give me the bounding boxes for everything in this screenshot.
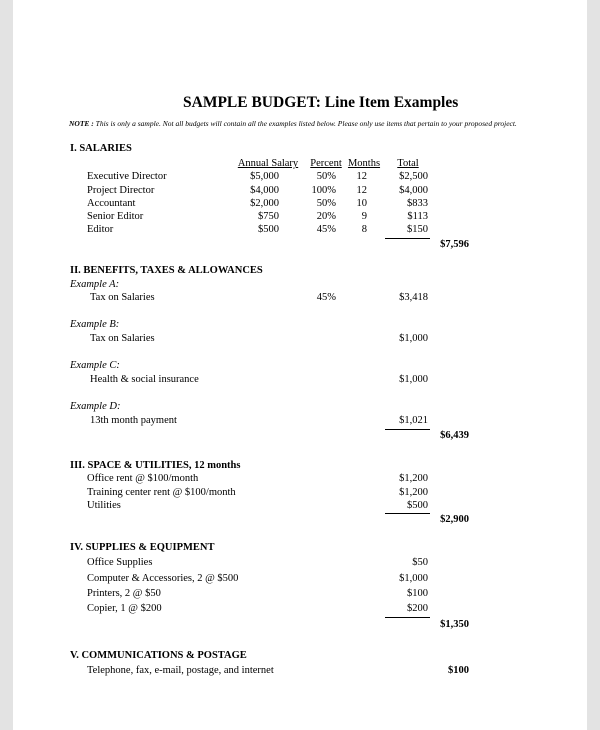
row-percent: 50% <box>316 198 336 209</box>
row-percent: 45% <box>316 224 336 235</box>
row-name: Telephone, fax, e-mail, postage, and internet <box>87 665 274 676</box>
row-name: Executive Director <box>87 171 167 182</box>
example-item: Tax on Salaries <box>90 292 155 303</box>
row-amount: $50 <box>412 557 428 568</box>
row-percent: 50% <box>316 171 336 182</box>
example-percent: 45% <box>316 292 336 303</box>
document-page <box>13 0 587 730</box>
row-annual: $2,000 <box>250 198 279 209</box>
column-header-percent: Percent <box>310 158 342 169</box>
row-annual: $4,000 <box>250 185 279 196</box>
row-name: Editor <box>87 224 114 235</box>
example-item: Tax on Salaries <box>90 333 155 344</box>
column-header-months: Months <box>347 158 381 169</box>
section-subtotal: $1,350 <box>440 619 469 630</box>
row-amount: $1,200 <box>399 487 428 498</box>
row-name: Office rent @ $100/month <box>87 473 199 484</box>
row-months: 12 <box>356 185 367 196</box>
example-label: Example A: <box>70 279 120 290</box>
example-label: Example C: <box>70 360 120 371</box>
row-name: Senior Editor <box>87 211 144 222</box>
note <box>69 120 517 128</box>
page-title: SAMPLE BUDGET: Line Item Examples <box>183 94 459 111</box>
row-name: Computer & Accessories, 2 @ $500 <box>87 573 239 584</box>
row-name: Copier, 1 @ $200 <box>87 603 162 614</box>
row-percent: 20% <box>316 211 336 222</box>
example-label: Example B: <box>70 319 120 330</box>
row-total: $833 <box>407 198 428 209</box>
row-name: Office Supplies <box>87 557 153 568</box>
row-months: 8 <box>361 224 367 235</box>
row-amount: $1,200 <box>399 473 428 484</box>
section-heading-salaries: I. SALARIES <box>70 143 132 154</box>
total-rule <box>385 617 430 618</box>
column-header-total: Total <box>397 158 419 169</box>
row-months: 12 <box>356 171 367 182</box>
section-subtotal: $7,596 <box>440 239 469 250</box>
example-amount: $3,418 <box>399 292 428 303</box>
example-item: Health & social insurance <box>90 374 199 385</box>
section-subtotal: $6,439 <box>440 430 469 441</box>
section-heading-space: III. SPACE & UTILITIES, 12 months <box>70 460 241 471</box>
row-total: $150 <box>407 224 428 235</box>
note-label: NOTE : <box>69 119 94 128</box>
row-annual: $500 <box>258 224 279 235</box>
row-amount: $1,000 <box>399 573 428 584</box>
section-heading-benefits: II. BENEFITS, TAXES & ALLOWANCES <box>70 265 263 276</box>
row-total: $4,000 <box>399 185 428 196</box>
example-label: Example D: <box>70 401 121 412</box>
row-name: Utilities <box>87 500 121 511</box>
row-name: Training center rent @ $100/month <box>87 487 236 498</box>
row-months: 10 <box>356 198 367 209</box>
row-name: Accountant <box>87 198 136 209</box>
note-text: This is only a sample. Not all budgets will contain all the examples listed below. Please only use items that pertain to your proposed project. <box>95 119 517 128</box>
row-amount: $100 <box>407 588 428 599</box>
row-name: Project Director <box>87 185 155 196</box>
column-header-annual-salary: Annual Salary <box>237 158 299 169</box>
total-rule <box>385 238 430 239</box>
row-annual: $5,000 <box>250 171 279 182</box>
section-heading-supplies: IV. SUPPLIES & EQUIPMENT <box>70 542 215 553</box>
example-amount: $1,000 <box>399 333 428 344</box>
total-rule <box>385 429 430 430</box>
example-amount: $1,000 <box>399 374 428 385</box>
total-rule <box>385 513 430 514</box>
section-subtotal: $2,900 <box>440 514 469 525</box>
section-heading-communications: V. COMMUNICATIONS & POSTAGE <box>70 650 247 661</box>
row-name: Printers, 2 @ $50 <box>87 588 161 599</box>
row-annual: $750 <box>258 211 279 222</box>
example-item: 13th month payment <box>90 415 177 426</box>
row-months: 9 <box>361 211 367 222</box>
row-total: $113 <box>407 211 428 222</box>
example-amount: $1,021 <box>399 415 428 426</box>
row-total: $2,500 <box>399 171 428 182</box>
row-amount: $500 <box>407 500 428 511</box>
section-subtotal: $100 <box>448 665 469 676</box>
row-percent: 100% <box>311 185 336 196</box>
row-amount: $200 <box>407 603 428 614</box>
